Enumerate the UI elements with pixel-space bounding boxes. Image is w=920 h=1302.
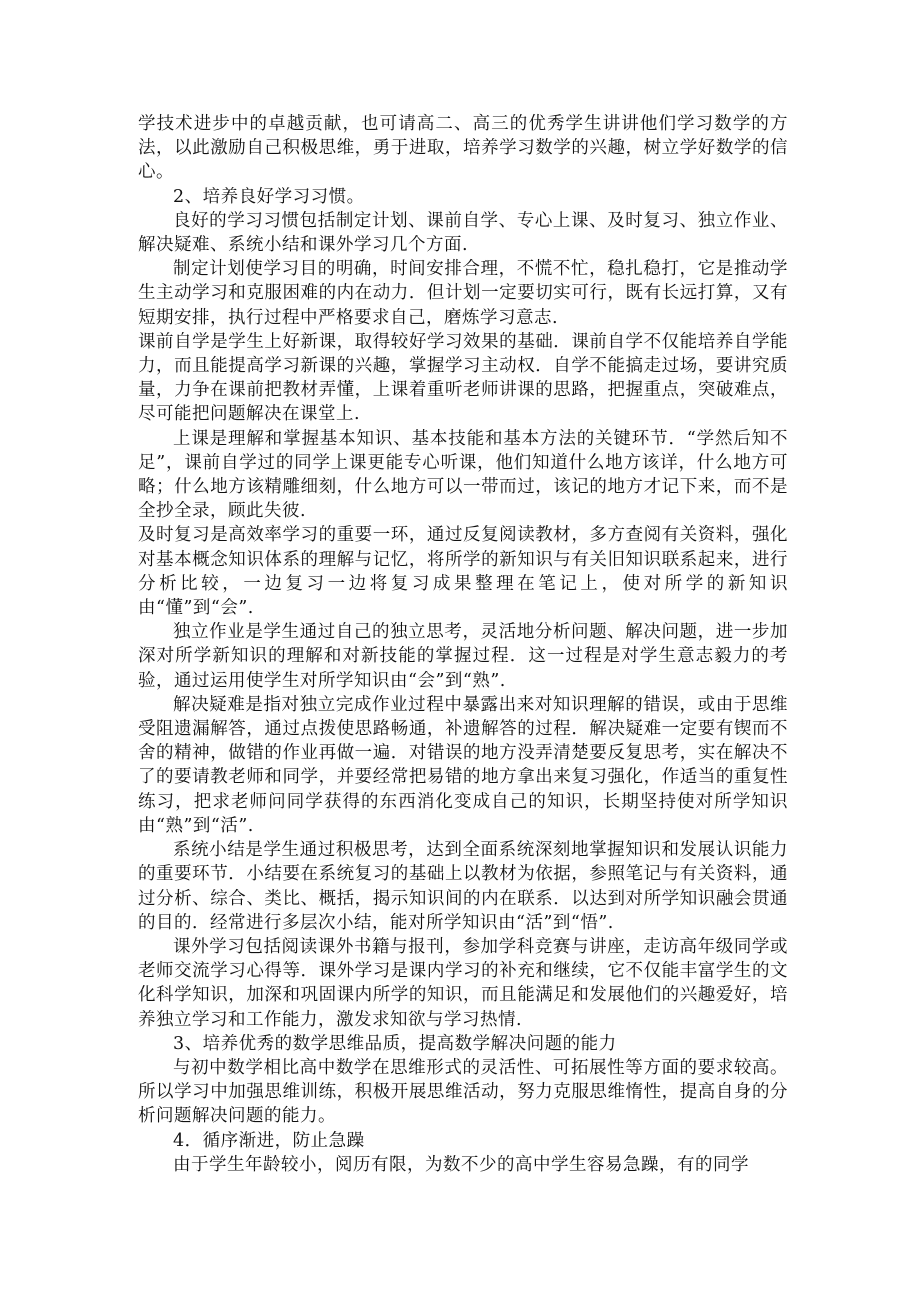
heading-habits: 2、培养良好学习习惯。 [173, 186, 365, 207]
heading-gradual-progress: 4．循序渐进，防止急躁 [173, 1130, 365, 1151]
paragraph-gradual-progress: 由于学生年龄较小，阅历有限，为数不少的高中学生容易急躁，有的同学 [173, 1154, 749, 1175]
paragraph-habits-overview: 良好的学习习惯包括制定计划、课前自学、专心上课、及时复习、独立作业、解决疑难、系统小结和课外学习几个方面. [138, 210, 788, 256]
heading-thinking-quality: 3、培养优秀的数学思维品质，提高数学解决问题的能力 [173, 1033, 617, 1054]
paragraph-self-study: 课前自学是学生上好新课，取得较好学习效果的基础．课前自学不仅能培养自学能力，而且能提高学习新课的兴趣，掌握学习主动权．自学不能搞走过场，要讲究质量，力争在课前把教材弄懂，上课着重听老师讲课的思路，把握重点，突破难点，尽可能把问题解决在课堂上. [138, 331, 788, 425]
paragraph-extracurricular: 课外学习包括阅读课外书籍与报刊，参加学科竞赛与讲座，走访高年级同学或老师交流学习心得等．课外学习是课内学习的补充和继续，它不仅能丰富学生的文化科学知识，加深和巩固课内所学的知识，而且能满足和发展他们的兴趣爱好，培养独立学习和工作能力，激发求知欲与学习热情. [138, 936, 788, 1030]
paragraph-homework: 独立作业是学生通过自己的独立思考，灵活地分析问题、解决问题，进一步加深对所学新知识的理解和对新技能的掌握过程．这一过程是对学生意志毅力的考验，通过运用使学生对所学知识由“会”到“熟”. [138, 622, 788, 691]
paragraph-summary: 系统小结是学生通过积极思考，达到全面系统深刻地掌握知识和发展认识能力的重要环节．小结要在系统复习的基础上以教材为依据，参照笔记与有关资料，通过分析、综合、类比、概括，揭示知识间的内在联系．以达到对所学知识融会贯通的目的．经常进行多层次小结，能对所学知识由“活”到“悟”. [138, 840, 788, 933]
paragraph-planning: 制定计划使学习目的明确，时间安排合理，不慌不忙，稳扎稳打，它是推动学生主动学习和克服困难的内在动力．但计划一定要切实可行，既有长远打算，又有短期安排，执行过程中严格要求自己，磨炼学习意志. [138, 259, 788, 328]
paragraph-review: 及时复习是高效率学习的重要一环，通过反复阅读教材，多方查阅有关资料，强化对基本概念知识体系的理解与记忆，将所学的新知识与有关旧知识联系起来，进行分析比较，一边复习一边将复习成果整理在笔记上，使对所学的新知识由“懂”到“会”. [138, 525, 788, 619]
document-page [138, 112, 788, 1177]
paragraph-problem-solving: 解决疑难是指对独立完成作业过程中暴露出来对知识理解的错误，或由于思维受阻遗漏解答，通过点拨使思路畅通，补遗解答的过程．解决疑难一定要有锲而不舍的精神，做错的作业再做一遍．对错误的地方没弄清楚要反复思考，实在解决不了的要请教老师和同学，并要经常把易错的地方拿出来复习强化，作适当的重复性练习，把求老师问同学获得的东西消化变成自己的知识，长期坚持使对所学知识由“熟”到“活”. [138, 694, 788, 836]
paragraph-class-attention: 上课是理解和掌握基本知识、基本技能和基本方法的关键环节．“学然后知不足”，课前自学过的同学上课更能专心听课，他们知道什么地方该详，什么地方可略；什么地方该精雕细刻，什么地方可以一带而过，该记的地方才记下来，而不是全抄全录，顾此失彼. [138, 428, 788, 522]
paragraph-intro-continuation: 学技术进步中的卓越贡献，也可请高二、高三的优秀学生讲讲他们学习数学的方法，以此激励自己积极思维，勇于进取，培养学习数学的兴趣，树立学好数学的信心。 [138, 114, 788, 183]
paragraph-thinking-quality: 与初中数学相比高中数学在思维形式的灵活性、可拓展性等方面的要求较高。所以学习中加强思维训练，积极开展思维活动，努力克服思维惰性，提高自身的分析问题解决问题的能力。 [138, 1057, 788, 1127]
